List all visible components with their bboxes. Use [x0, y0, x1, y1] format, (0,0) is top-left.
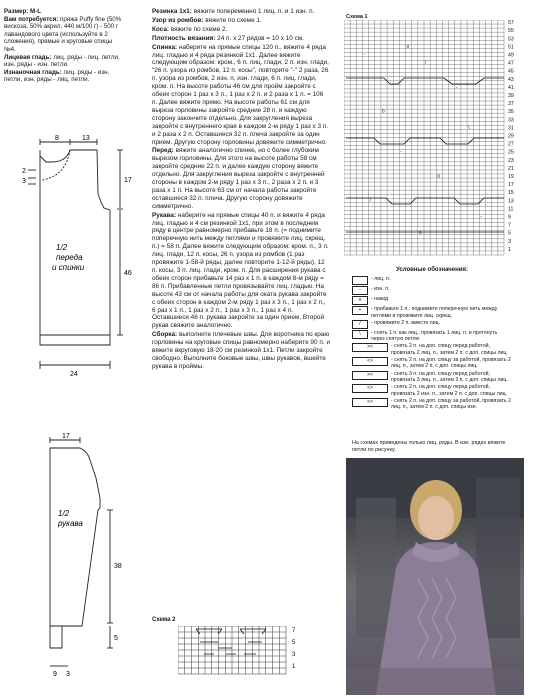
legend-item [352, 330, 512, 343]
pattern-text: вяжите по схеме 1. [205, 16, 262, 24]
chart1-row-number: 51 [508, 44, 514, 51]
chart1-symbol-7: o [437, 173, 441, 180]
legend-item [352, 306, 512, 319]
chart1-row-number: 17 [508, 182, 514, 189]
chart1-symbol-3: - [455, 84, 458, 91]
legend-text: - снять 2 п. на доп. спицу перед работой, провязать 2 лиц. п., затем 2 п. с доп. спицы лиц. [391, 343, 508, 356]
legend-symbol: >< [352, 371, 388, 380]
chart2-row-7: 7 [292, 628, 296, 634]
chart1-row-number: 41 [508, 84, 514, 91]
chart2-row-5: 5 [292, 640, 296, 646]
chart1-row-number: 57 [508, 20, 514, 27]
legend-text: - прибавьте 1 п.: поднимите поперечную нить между петлями и провяжите лиц. скрещ. [371, 306, 498, 319]
stitch1-text: лиц. ряды - лиц. петли, изн. ряды - изн. петли. [4, 53, 120, 69]
legend-text: - снять 2 п. на доп. спицу перед работой, провязать 2 изн. п., затем 2 п. с доп. спицы лиц. [391, 384, 508, 397]
legend-text: - изн. п. [371, 286, 390, 293]
front-text: вяжите аналогично спинке, но с более глубоким вырезом горловины. Для этого на высоте работы 58 см закройте средние 22 п. и далее каждую сторону вяжите отдельно. Для закругления выреза закройте с внутренней стороны в каждом 2-м ряду 1 раз x 3 п., 2 раза x 2 п. и 3 раза x 1 п. На высоте 63 см от начала работы закройте оставшиеся 32 п. плеча. Другую сторону довяжите симметрично. [152, 147, 325, 210]
chart1-symbol-1: o [406, 43, 410, 50]
legend-symbol: >< [352, 343, 388, 352]
legend-item [352, 371, 512, 384]
legend-item [352, 320, 512, 329]
model-photo-illustration [346, 458, 524, 695]
legend-item [352, 398, 512, 411]
braid-heading: Коса: [152, 25, 170, 33]
chart1-row-number: 19 [508, 174, 514, 181]
chart2-row-1: 1 [292, 664, 296, 670]
legend-text: - снять 3 п. на доп. спицу перед работой, провязать 3 лиц. п., затем 3 п. с доп. спицы лиц. [391, 370, 508, 383]
back-text: наберите на прямые спицы 120 п., вяжите 4 ряда лиц. гладью и 4 ряда резинкой 1x1. Далее вяжите следующим образом: кром., 6 п. лиц. глади, 2 п. изн. глади, "26 п. узора из ромбов, 12 п. косы", повторите "-" 2 раза, 26 п. узора из ромбов, 2 изн. п. изн. глади, 6 п. лиц. глади, кром. п. На высоте работы 46 см для пройм закройте с обеих сторон 1 раз x 3 п., 1 раз x 2 п. и 2 раза x 1 п. = 106 п. Далее вяжите прямо. На высоте работы 61 см для выреза горловины закройте средние 28 п. и каждую сторону закончите отдельно. Для закругления выреза закройте с внутреннего края в каждом 2-м ряду 1 раз x 3 п. и 2 раза x 2 п. Оставшиеся 32 п. плеча закройте за один прием. Другую сторону горловины довяжите симметрично. [152, 43, 329, 146]
dim-sleeve-top: 17 [62, 433, 70, 440]
instructions-column [152, 8, 330, 372]
pattern-heading: Узор из ромбов: [152, 16, 204, 24]
sleeve-heading: Рукава: [152, 211, 177, 219]
chart1-row-number: 11 [508, 206, 514, 213]
sleeve-label-1: 1/2 [58, 509, 70, 518]
chart1-row-number: 15 [508, 190, 514, 197]
chart1-row-number: 13 [508, 198, 514, 205]
chart2-row-3: 3 [292, 652, 296, 658]
chart1-row-number: 1 [508, 246, 511, 253]
legend-title: Условные обозначения: [396, 267, 468, 273]
chart1-row-number: 27 [508, 141, 514, 148]
legend-item [352, 296, 512, 305]
chart2-title: Схема 2 [152, 617, 176, 623]
legend-item [352, 276, 512, 285]
chart1-row-number: 25 [508, 149, 514, 156]
sleeve-text: наберите на прямые спицы 40 п. и вяжите 4 ряда лиц. гладью и 4 см резинкой 1x1, при этом в последнем ряду в центре равномерно прибавьте 18 п. (= поднимите поперечную нить между петлями и провяжите лиц. скрещ. п.) = 58 п. Далее вяжите следующим образом: кром. п., 3 п. лиц. глади, 12 п. косы, 26 п. узора из ромбов (1 раз провяжите 1-58-й ряды, далее повторите 1-12-й ряды), 12 п. косы, 3 п. лиц. глади, кром. п. Для расширения рукава с обеих сторон прибавьте 14 раз x 1 п. в каждом 8-м ряду = 86 п. Прибавленные петли провязывайте лиц. гладью. На высоте 43 см от начала работы для оката рукава закройте с обеих сторон в каждом 2-м ряду 1 раз x 3 п., 1 раз x 2 п., 6 раз x 1 п., 1 раз x 2 п., 1 раз x 3 п., 1 раз x 4 п. Оставшиеся 46 п. рукава закройте за один прием. Второй рукав свяжите аналогично. [152, 211, 329, 330]
chart1-title: Схема 1 [346, 14, 368, 20]
stitch2-heading: Изнаночная гладь: [4, 68, 62, 76]
legend-symbol: / [352, 320, 368, 329]
chart1-grid [344, 20, 540, 265]
dim-sleeve-length: 38 [114, 563, 122, 570]
stitch2-text: лиц. ряды - изн. петли, изн. ряды - лиц. петли. [4, 68, 110, 84]
chart1-row-number: 35 [508, 109, 514, 116]
legend-symbol: + [352, 306, 368, 315]
chart1-symbol-5: \ [468, 124, 470, 131]
legend-list [352, 276, 512, 410]
legend-item [352, 286, 512, 295]
dim-body-width: 24 [70, 371, 78, 378]
chart1-symbol-8: / [369, 197, 372, 204]
legend-symbol: <> [352, 398, 388, 407]
body-schematic [0, 130, 150, 400]
chart1-row-number: 5 [508, 230, 511, 237]
legend-symbol: \ [352, 330, 368, 339]
dim-sleeve-bottom-a: 9 [53, 671, 57, 678]
dim-neck-depth-b: 3 [22, 178, 26, 185]
legend-text: - снять 2 п. на доп. спицу за работой, провязать 2 лиц. п., затем 2 п. с доп. спицы изн. [391, 397, 511, 411]
model-photo [346, 458, 524, 695]
dim-body-length: 46 [124, 270, 132, 277]
gauge-text: 24 п. x 27 рядов = 10 x 10 см. [217, 34, 304, 42]
assembly-text: выполните плечевые швы. Для воротника по краю горловины на круговые спицы равномерно наберите 90 п. и вяжите вкруговую 18-20 см резинкой 1x1. Петли закройте свободно. Выполните боковые швы, швы рукавов, вшейте рукава в проймы. [152, 331, 330, 370]
chart1-symbol-6: - [400, 149, 403, 156]
legend-text: - лиц. п. [371, 276, 391, 283]
gauge-heading: Плотность вязания: [152, 34, 216, 42]
legend-symbol: <> [352, 384, 388, 393]
legend-symbol: <> [352, 357, 388, 366]
chart1-row-number: 55 [508, 28, 514, 35]
rib-text: вяжите попеременно 1 лиц. п. и 1 изн. п. [193, 8, 315, 15]
body-label-2: переда [56, 253, 83, 262]
legend-item [352, 343, 512, 356]
materials-block [4, 8, 124, 84]
dim-neck-depth-a: 2 [22, 168, 26, 175]
size-label: Размер: M-L [4, 8, 42, 15]
chart1-row-number: 9 [508, 214, 511, 221]
legend [352, 267, 512, 411]
chart1-symbol-0: - [363, 51, 366, 58]
dim-armhole: 17 [124, 177, 132, 184]
front-heading: Перед: [152, 147, 174, 155]
materials-heading: Вам потребуется: [4, 15, 59, 23]
chart2-grid [178, 626, 308, 676]
braid-text: вяжите по схеме 2. [170, 25, 228, 33]
sleeve-label-2: рукава [58, 519, 83, 528]
rib-heading: Резинка 1x1: [152, 8, 192, 15]
chart1-row-number: 31 [508, 125, 514, 132]
legend-symbol: o [352, 296, 368, 305]
legend-item [352, 384, 512, 397]
legend-text: - провяжите 2 п. вместе лиц. [371, 319, 441, 326]
chart1-row-number: 23 [508, 157, 514, 164]
dim-shoulder: 13 [82, 135, 90, 142]
materials-text: пряжа Puffy fine (50% вискоза, 50% акрил, 440 м/100 г) - 500 г лавандового цвета (используйте в 2 сложения), прямые и круговые спицы №4. [4, 15, 122, 53]
legend-text: - накид [371, 296, 389, 303]
legend-text: - снять 2 п. на доп. спицу за работой, провязать 2 лиц. п., затем 2 п. с доп. спицы лиц. [391, 357, 511, 370]
dim-neck-width: 8 [55, 135, 59, 142]
chart1-row-number: 45 [508, 68, 514, 75]
chart1-row-number: 7 [508, 222, 511, 229]
chart1-symbol-4: o [381, 108, 385, 115]
chart1-row-number: 49 [508, 52, 514, 59]
chart1-row-number: 21 [508, 165, 514, 172]
back-heading: Спинка: [152, 43, 178, 51]
chart1-row-number: 47 [508, 60, 514, 67]
body-label-1: 1/2 [56, 243, 68, 252]
body-label-3: и спинки [52, 263, 85, 272]
chart1-row-number: 37 [508, 101, 514, 108]
sleeve-schematic [0, 418, 150, 698]
chart1-row-number: 43 [508, 76, 514, 83]
chart1-symbol-10: o [418, 230, 422, 237]
chart-note: На схемах приведены только лиц. ряды. В изн. рядах вяжите петли по рисунку. [352, 440, 506, 453]
legend-text: - снять 1 п. как лиц., провязать 1 лиц. п. и протянуть через снятую петлю [371, 329, 498, 343]
legend-symbol [352, 276, 368, 285]
chart1-symbol-9: - [480, 213, 483, 220]
dim-sleeve-bottom-b: 3 [66, 671, 70, 678]
chart1-row-number: 29 [508, 133, 514, 140]
legend-item [352, 357, 512, 370]
chart1-row-number: 33 [508, 117, 514, 124]
legend-symbol: - [352, 286, 368, 295]
dim-cuff: 5 [114, 635, 118, 642]
chart1-symbol-2: / [425, 59, 427, 66]
chart1-row-number: 53 [508, 36, 514, 43]
chart1-row-number: 39 [508, 92, 514, 99]
assembly-heading: Сборка: [152, 331, 178, 339]
chart1-row-number: 3 [508, 238, 511, 245]
stitch1-heading: Лицевая гладь: [4, 53, 52, 61]
